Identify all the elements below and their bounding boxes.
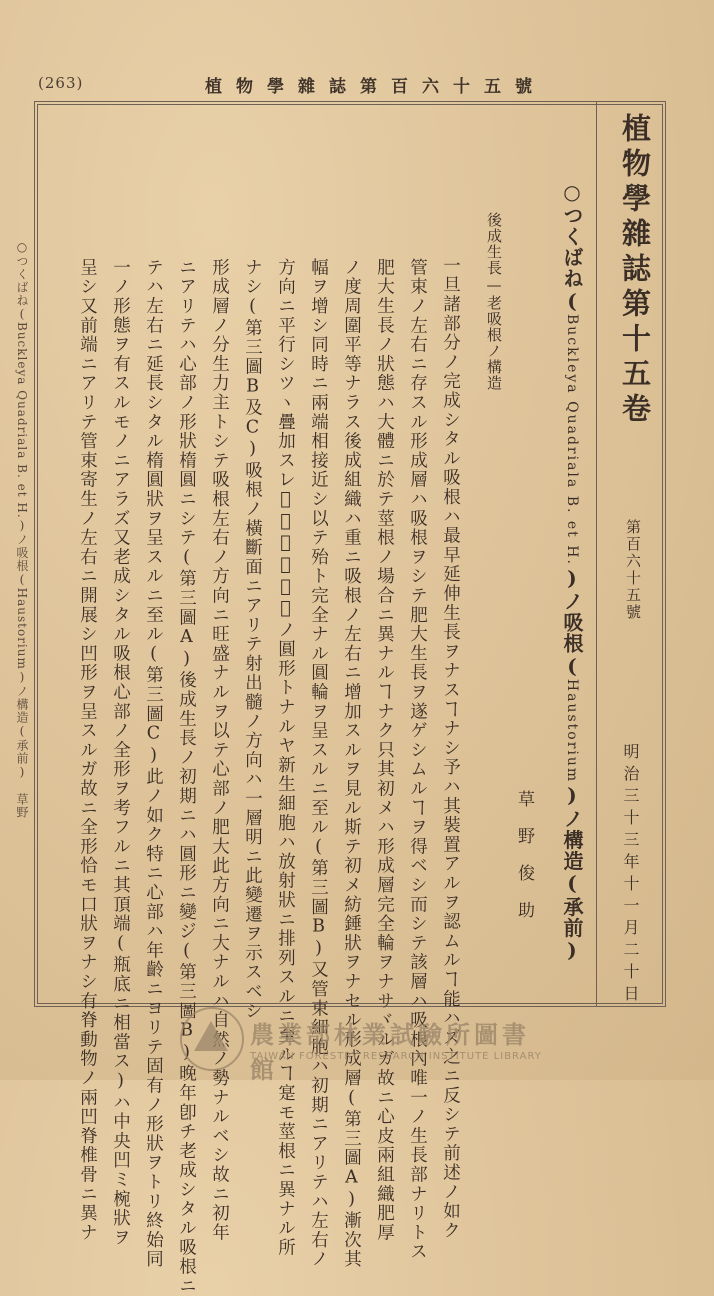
- journal-running-head: 植物學雜誌第百六十五號: [205, 77, 546, 97]
- body-text-column: ナシ(第三圖B及C)吸根ノ橫斷面ニアリテ射出髓ノ方向ハ一層明ニ此變遷ヲ示スベシ: [242, 258, 263, 1021]
- body-text-column: 方向ニ平行シツヽ疊加スレ𪜈一旦形成層ノ圓形トナルヤ新生細胞ハ放射狀ニ排列スルニ至ルヿ寔モ莖根ニ異ナル所: [275, 258, 296, 1258]
- library-name-english: TAIWAN FORESTRY RESEARCH INSTITUTE LIBRARY: [250, 1051, 542, 1062]
- library-stamp: [180, 1005, 550, 1084]
- publication-date: 明治三十三年十一月二十日: [621, 743, 640, 1007]
- library-seal-icon: [180, 1007, 244, 1071]
- article-title: ○つくばね(Buckleya Quadriala B. et H.)ノ吸根(Haustorium)ノ構造(承前): [560, 180, 584, 964]
- footer-running-title: ○つくばね(Buckleya Quadriala B. et H.)ノ吸根(Haustorium)ノ構造(承前) 草野: [15, 240, 29, 819]
- body-text-column: 形成層ノ分生力主トシテ吸根左右ノ方向ニ旺盛ナルヲ以テ心部ノ肥大此方向ニ大ナルハ自然ノ勢ナルベシ故ニ初年: [209, 258, 230, 1243]
- haustorium-term: Haustorium: [564, 678, 580, 784]
- body-text-column: ノ度周圍平等ナラス後成組織ハ重ニ吸根ノ左右ニ增加スルヲ見ル斯テ初メ紡錘狀ヲナセル形成層(第三圖A)漸次其: [341, 258, 362, 1270]
- body-text-column: 肥大生長ノ狀態ハ大體ニ於テ莖根ノ場合ニ異ナルヿナク只其初メハ形成層完全輪ヲナサヾルガ故ニ心皮兩組織肥厚: [374, 258, 395, 1243]
- page-number: (263): [38, 74, 84, 92]
- body-text-column: 幅ヲ增シ同時ニ兩端相接近シ以テ殆ト完全ナル圓輪ヲ呈スルニ至ル(第三圖B)又管束細胞ハ初期ニアリテハ左右ノ: [308, 258, 329, 1270]
- masthead-column: [596, 101, 663, 1007]
- magazine-title: 植物學雜誌第十五卷: [618, 113, 652, 428]
- body-text-column: 一ノ形態ヲ有スルモノニアラズ又老成シタル吸根心部ノ全形ヲ考フルニ其頂端(瓶底ニ相當ス)ハ中央凹ミ椀狀ヲ: [110, 258, 131, 1248]
- body-text-column: 呈シ又前端ニアリテ管束寄生ノ左右ニ開展シ凹形ヲ呈スルガ故ニ全形恰モ口狀ヲナシ有脊動物ノ兩凹脊椎骨ニ異ナ: [77, 258, 98, 1243]
- species-name: Buckleya Quadriala B. et H.: [564, 314, 580, 566]
- section-heading: 後成生長—老吸根ノ構造: [485, 212, 503, 391]
- running-head: [0, 72, 714, 102]
- body-text-column: 一旦諸部分ノ完成シタル吸根ハ最早延伸生長ヲナスヿナシ予ハ其裝置アルヲ認ムルヿ能ハズ之ニ反シテ前述ノ如ク: [440, 256, 461, 1241]
- body-text-column: 管束ノ左右ニ存スル形成層ハ吸根ヲシテ肥大生長ヲ遂ゲシムルヿヲ得ベシ而シテ該層ハ吸根內唯一ノ生長部ナリトス: [407, 258, 428, 1262]
- issue-number: 第百六十五號: [624, 519, 642, 621]
- body-text-column: テハ左右ニ延長シタル楕圓狀ヲ呈スルニ至ル(第三圖C)此ノ如ク特ニ心部ハ年齡ニヨリテ固有ノ形狀ヲトリ終始同: [143, 258, 164, 1270]
- author-name: 草野俊助: [514, 790, 534, 938]
- body-text-column: ニアリテハ心部ノ形狀楕圓ニシテ(第三圖A)後成生長ノ初期ニハ圓形ニ變ジ(第三圖B)晚年卽チ老成シタル吸根ニ: [176, 258, 197, 1296]
- library-name-chinese: 農業部林業試驗所圖書館: [250, 1021, 530, 1084]
